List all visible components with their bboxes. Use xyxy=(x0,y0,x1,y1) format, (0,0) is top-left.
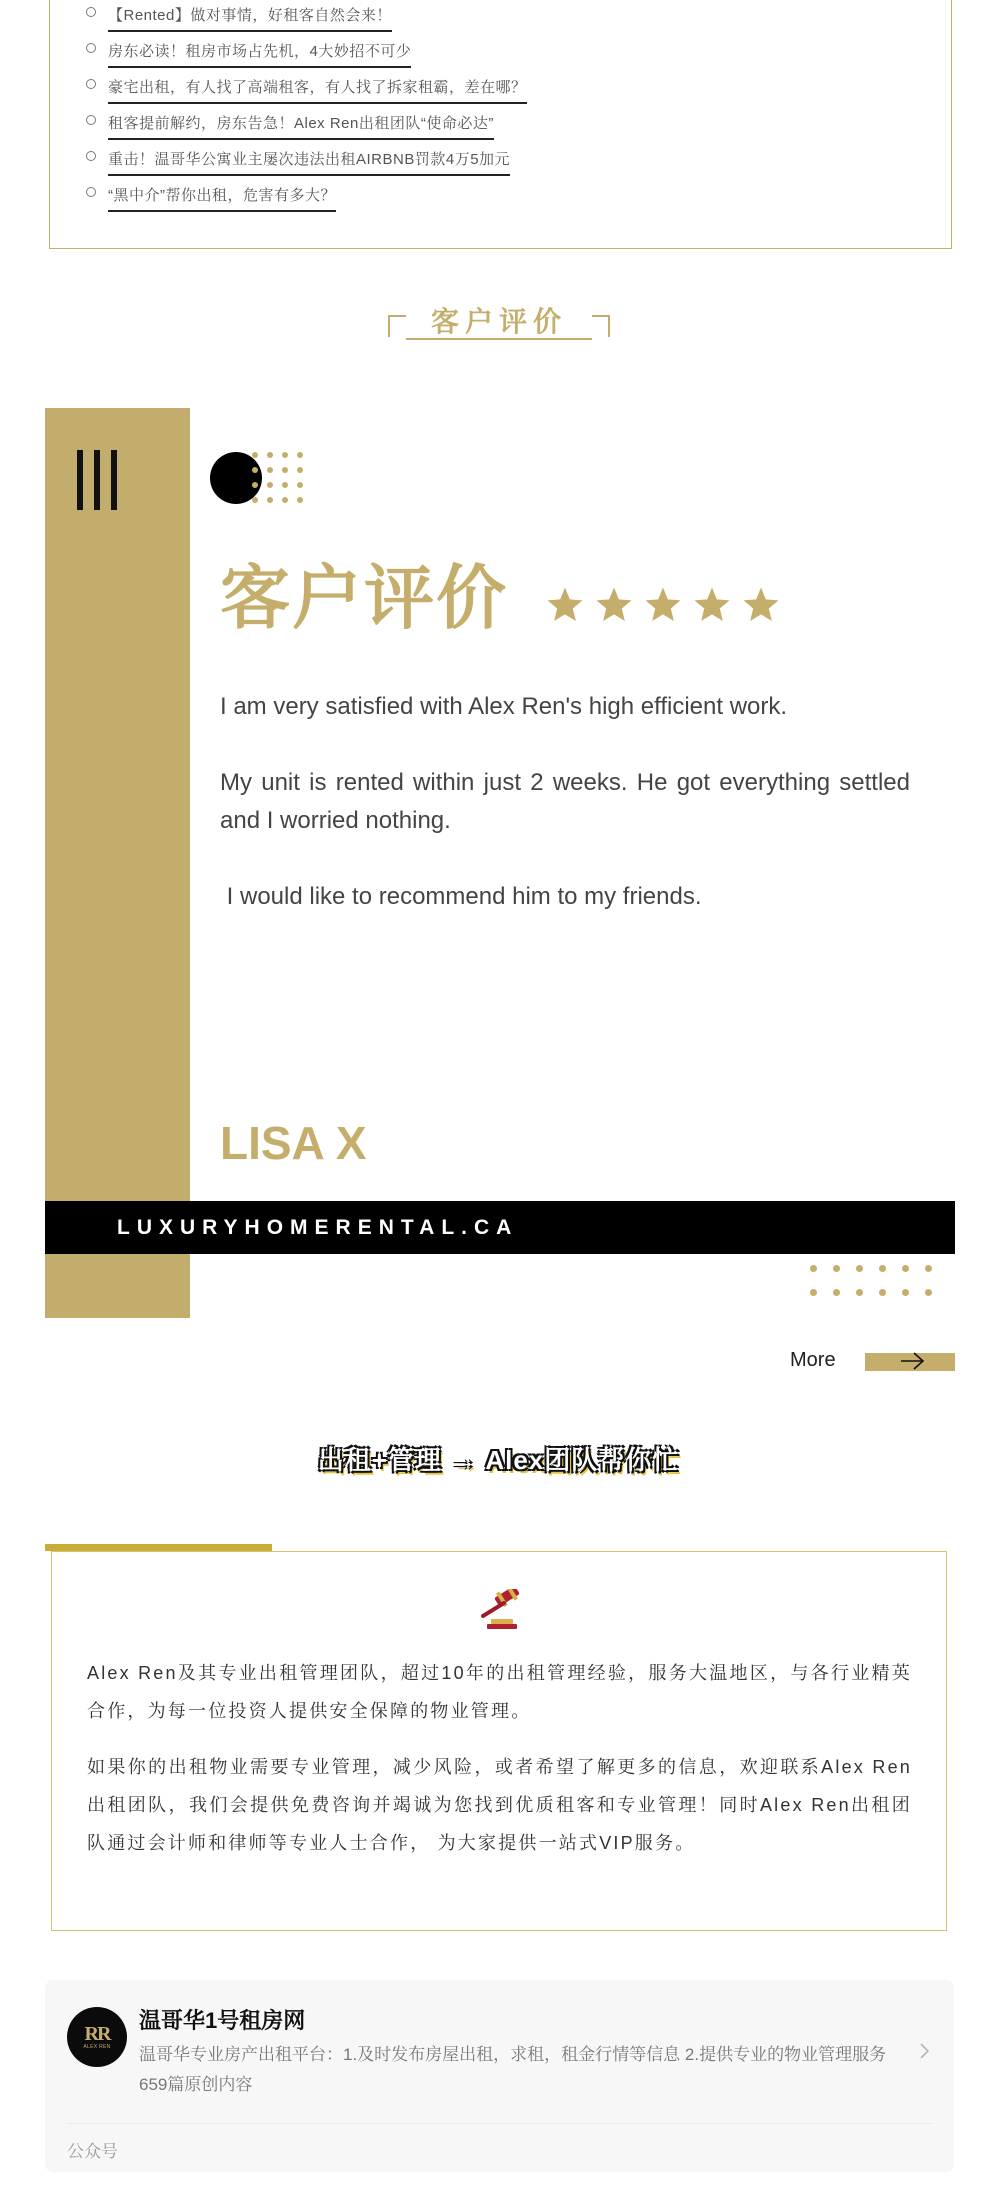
decor-dot xyxy=(252,497,258,503)
decor-dot xyxy=(879,1289,886,1296)
divider xyxy=(67,2123,932,2124)
star-icon xyxy=(594,585,634,625)
decor-dot xyxy=(252,452,258,458)
review-paragraph: I would like to recommend him to my friends. xyxy=(220,883,702,910)
gavel-icon xyxy=(477,1589,523,1631)
decor-dot xyxy=(267,452,273,458)
rating-stars xyxy=(545,585,781,625)
bullet-icon xyxy=(86,187,96,197)
account-article-count: 659篇原创内容 xyxy=(139,2075,253,2094)
account-name: 温哥华1号租房网 xyxy=(139,2008,306,2033)
dot-grid-decoration xyxy=(252,452,306,506)
article-link[interactable]: 租客提前解约，房东告急！Alex Ren出租团队“使命必达” xyxy=(108,112,494,140)
article-item[interactable] xyxy=(86,4,527,40)
star-icon xyxy=(741,585,781,625)
account-description: 温哥华专业房产出租平台：1.及时发布房屋出租，求租，租金行情等信息 2.提供专业的物业管理服务 xyxy=(139,2045,887,2064)
decor-dot xyxy=(833,1265,840,1272)
gold-side-strip xyxy=(45,408,190,1318)
arrow-right-icon xyxy=(900,1349,926,1373)
decor-dot xyxy=(282,467,288,473)
bullet-icon xyxy=(86,7,96,17)
article-item[interactable] xyxy=(86,40,527,76)
account-type: 公众号 xyxy=(67,2142,118,2161)
decor-dot xyxy=(833,1289,840,1296)
site-url: LUXURYHOMERENTAL.CA xyxy=(117,1216,519,1239)
article-item[interactable] xyxy=(86,184,527,220)
decor-dot xyxy=(297,497,303,503)
article-link[interactable]: 房东必读！租房市场占先机，4大妙招不可少 xyxy=(108,40,411,68)
review-title: 客户评价 xyxy=(220,559,508,637)
decor-dot xyxy=(282,482,288,488)
decor-dot xyxy=(297,467,303,473)
site-banner xyxy=(45,1201,955,1254)
more-label: More xyxy=(790,1349,836,1371)
review-paragraph: I am very satisfied with Alex Ren's high efficient work. xyxy=(220,693,788,720)
avatar-monogram: RR xyxy=(84,2022,110,2045)
bars-icon xyxy=(75,450,120,510)
decor-dot xyxy=(252,467,258,473)
decor-dot xyxy=(902,1289,909,1296)
review-card xyxy=(45,408,955,1318)
decor-dot xyxy=(282,452,288,458)
more-link[interactable] xyxy=(790,1346,955,1376)
star-icon xyxy=(545,585,585,625)
decor-dot xyxy=(810,1289,817,1296)
avatar xyxy=(67,2007,127,2067)
bullet-icon xyxy=(86,151,96,161)
decor-dot xyxy=(252,482,258,488)
official-account-card[interactable] xyxy=(45,1980,954,2172)
review-paragraph: My unit is rented within just 2 weeks. He got everything settled and I worried nothing. xyxy=(220,769,910,834)
star-icon xyxy=(692,585,732,625)
about-paragraph: Alex Ren及其专业出租管理团队，超过10年的出租管理经验，服务大温地区，与各行业精英合作，为每一位投资人提供安全保障的物业管理。 xyxy=(87,1663,912,1721)
decor-dot xyxy=(282,497,288,503)
decor-dot xyxy=(879,1265,886,1272)
dot-rows-decoration xyxy=(810,1265,950,1305)
article-item[interactable] xyxy=(86,148,527,184)
about-text xyxy=(87,1654,912,1880)
decor-dot xyxy=(925,1289,932,1296)
bullet-icon xyxy=(86,43,96,53)
article-item[interactable] xyxy=(86,112,527,148)
decor-dot xyxy=(856,1289,863,1296)
decor-dot xyxy=(297,482,303,488)
decor-dot xyxy=(267,467,273,473)
decor-dot xyxy=(297,452,303,458)
reviewer-name: LISA X xyxy=(220,1117,367,1169)
about-paragraph: 如果你的出租物业需要专业管理，减少风险，或者希望了解更多的信息，欢迎联系Alex Ren出租团队，我们会提供免费咨询并竭诚为您找到优质租客和专业管理！同时Alex Ren出租团队通过会计师和律师等专业人士合作， 为大家提供一站式VIP服务。 xyxy=(87,1757,912,1853)
article-link[interactable]: 豪宅出租，有人找了高端租客，有人找了拆家租霸，差在哪？ xyxy=(108,76,527,104)
star-icon xyxy=(643,585,683,625)
decor-dot xyxy=(925,1265,932,1272)
bullet-icon xyxy=(86,115,96,125)
decor-dot xyxy=(902,1265,909,1272)
article-item[interactable] xyxy=(86,76,527,112)
article-link[interactable]: 重击！温哥华公寓业主屡次违法出租AIRBNB罚款4万5加元 xyxy=(108,148,510,176)
related-articles-box xyxy=(49,0,952,249)
decor-dot xyxy=(856,1265,863,1272)
bullet-icon xyxy=(86,79,96,89)
decor-dot xyxy=(810,1265,817,1272)
about-accent-bar xyxy=(45,1544,272,1551)
related-articles-list xyxy=(86,4,527,220)
review-text xyxy=(220,688,910,954)
slogan: 出租+管理 → Alex团队帮你忙 xyxy=(317,1445,680,1475)
article-link[interactable]: 【Rented】做对事情，好租客自然会来！ xyxy=(108,4,392,32)
section-heading-text: 客户评价 xyxy=(430,306,567,337)
decor-dot xyxy=(267,497,273,503)
decor-dot xyxy=(267,482,273,488)
avatar-brand: ALEX REN xyxy=(83,2043,111,2050)
section-heading xyxy=(388,300,610,342)
chevron-right-icon xyxy=(917,2042,931,2060)
article-link[interactable]: “黑中介”帮你出租，危害有多大？ xyxy=(108,184,336,212)
about-box xyxy=(51,1551,947,1931)
